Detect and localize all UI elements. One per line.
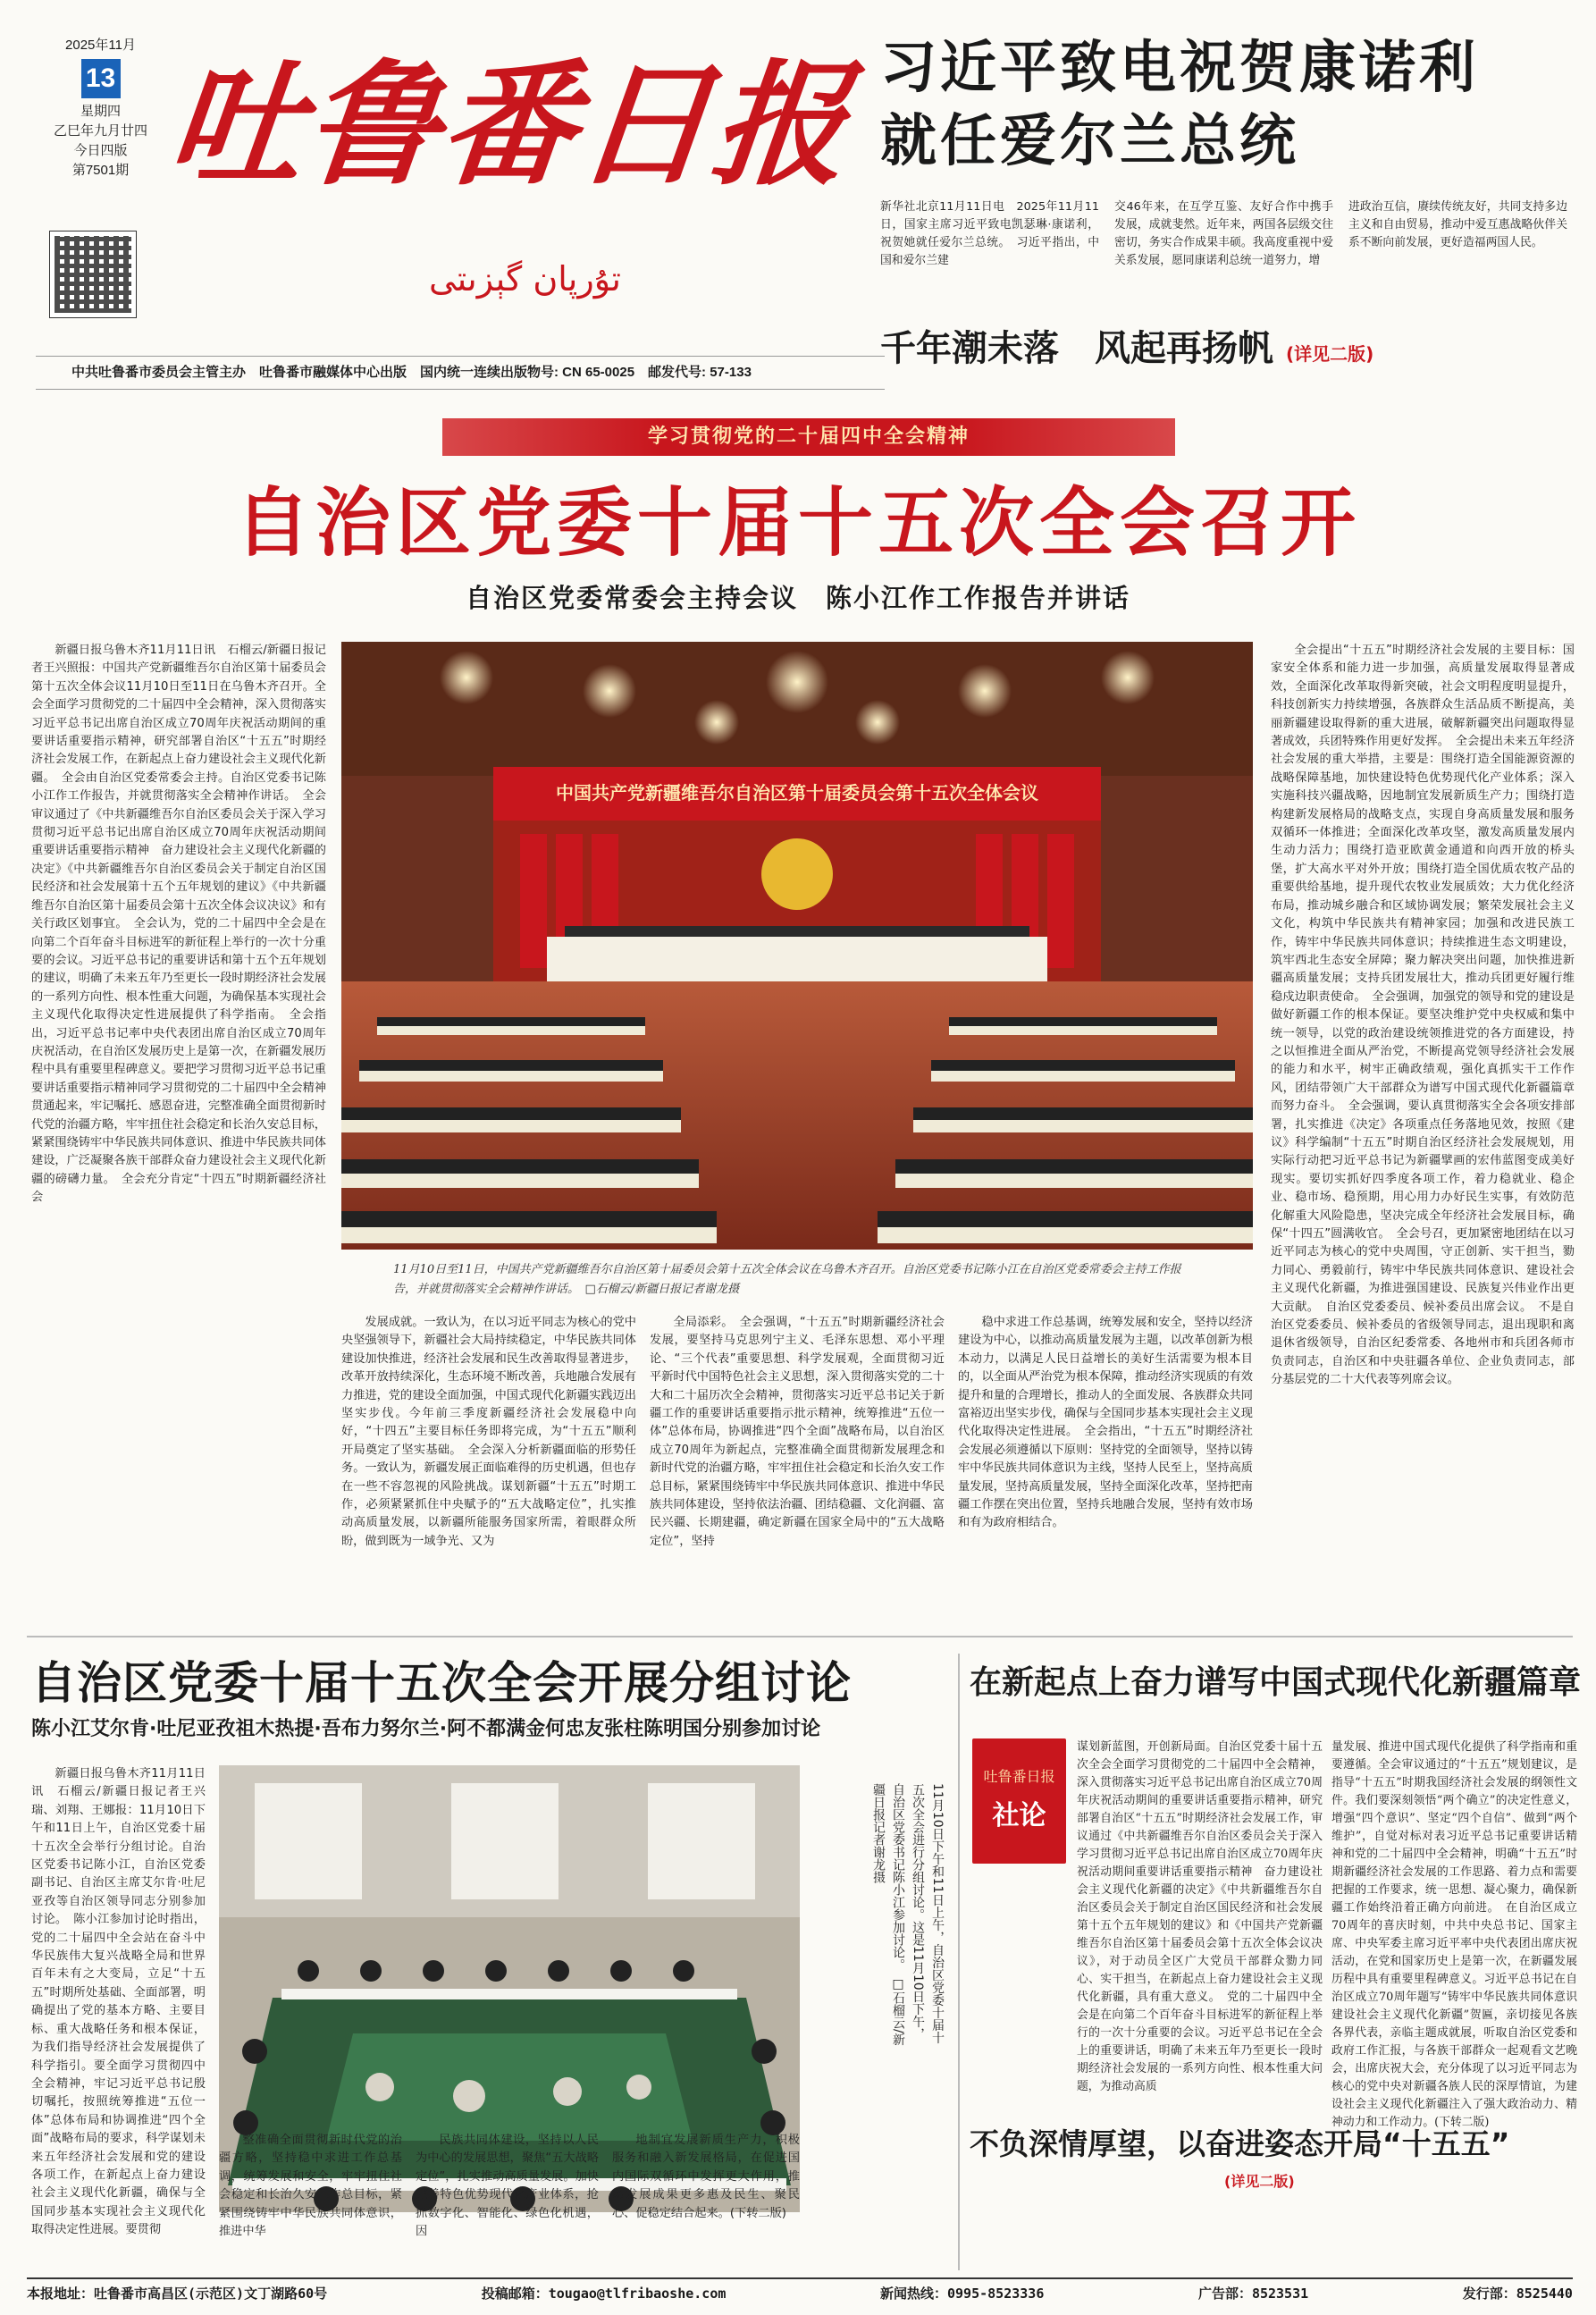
footer-story-headline[interactable]: 不负深情厚望，以奋进姿态开局“十五五” [970,2126,1510,2161]
vertical-divider [958,1654,960,2270]
second-story-col-b1: 整准确全面贯彻新时代党的治疆方略，坚持稳中求进工作总基调，统筹发展和安全，牢牢扭住社会稳定和长治久安工作总目标，紧紧围绕铸牢中华民族共同体意识，推进中华 [219,2134,402,2239]
date-block [49,36,152,181]
top-story-col2: 交46年来，在互学互鉴、友好合作中携手发展，成就斐然。近年来，两国各层级交往密切，务实合作成果丰硕。我高度重视中爱关系发展，愿同康诺利总统一道努力，增 [1114,200,1333,267]
weekday: 星期四 [80,104,121,119]
editorial-logo-top: 吐鲁番日报 [983,1768,1055,1785]
footer-distribution: 发行部：8525440 [1462,2286,1573,2302]
issue-number: 第7501期 [71,163,130,178]
main-headline[interactable]: 自治区党委十届十五次全会召开 [234,479,1361,567]
top-headline-line2: 就任爱尔兰总统 [880,108,1299,173]
top-story-headline[interactable] [880,31,1577,178]
main-subheadline: 自治区党委常委会主持会议 陈小江作工作报告并讲话 [465,583,1130,613]
lunar-date: 乙巳年九月廿四 [53,123,147,139]
secondary-top-title: 千年潮未落 风起再扬帆 [880,328,1273,369]
editorial-col2: 量发展、推进中国式现代化提供了科学指南和重要遵循。全会审议通过的“十五五”规划建议，是指导“十五五”时期我国经济社会发展的纲领性文件。我们要深刻领悟“两个确立”的决定性意义，增强“四个意识”、坚定“四个自信”、做到“两个维护”，自觉对标对表习近平总书记重要讲话精神和党的二十届四中全会精神，明确“十五五”时期新疆经济社会发展的工作思路、着力点和需要把握的工作要求，统一思想、凝心聚力，确保新疆工作始终沿着正确方向前进。 在自治区成立70周年的喜庆时刻，中共中央总书记、国家主席、中央军委主席习近平率中央代表团出席庆祝活动，在党和国家历史上是第一次，在新疆发展历程中具有重要里程碑意义。习近平总书记在自治区成立70周年题写“铸牢中华民族共同体意识 建设社会主义现代化新疆”贺匾，亲切接见各族各界代表，亲临主题成就展，听取自治区党委和政府工作汇报，与各族干部群众一起观看文艺晚会，出席庆祝大会，充分体现了以习近平同志为核心的党中央对新疆各族人民的深厚情谊，为建设社会主义现代化新疆注入了强大政治动力、精神动力和工作动力。(下转二版) [1331,1740,1589,2129]
publisher-bar: 中共吐鲁番市委员会主管主办 吐鲁番市融媒体中心出版 国内统一连续出版物号: CN 65-0025 邮发代号: 57-133 [36,356,885,390]
secondary-top-headline[interactable] [880,320,1595,383]
date-month: 2025年11月 [65,38,136,53]
page-footer [27,2277,1573,2310]
plenary-session-photo[interactable] [341,642,1253,1250]
photo-stage-banner: 中国共产党新疆维吾尔自治区第十届委员会第十五次全体会议 [556,782,1038,804]
second-story-headline[interactable]: 自治区党委十届十五次全会开展分组讨论 [31,1657,852,1709]
footer-hotline: 新闻热线：0995-8523336 [879,2286,1045,2302]
date-day: 13 [81,59,121,98]
second-story-col-left: 新疆日报乌鲁木齐11月11日讯 石榴云/新疆日报记者王兴瑞、刘翔、王娜报：11月10日下午和11日上午，自治区党委十届十五次全会举行分组讨论。自治区党委书记陈小江，自治区党委副书记、自治区主席艾尔肯·吐尼亚孜等自治区领导同志分别参加讨论。 陈小江参加讨论时指出，党的二十届四中全会站在奋斗中华民族伟大复兴战略全局和世界百年未有之大变局，立足“十五五”时期所处基础、全面部署，明确提出了党的基本方略、主要目标、重大战略任务和根本保证，为我们指导经济社会发展提供了科学指引。要全面学习贯彻四中全会精神，牢记习近平总书记殷切嘱托，按照统筹推进“五位一体”总体布局和协调推进“四个全面”战略布局的要求，科学谋划未来五年经济社会发展和党的建设各项工作，在新起点上奋力建设社会主义现代化新疆，确保与全国同步基本实现社会主义现代化取得决定性进展。要贯彻 [31,1767,206,2237]
footer-story-note: (详见二版) [1224,2173,1295,2190]
photo-caption: 11月10日至11日，中国共产党新疆维吾尔自治区第十届委员会第十五次全体会议在乌鲁木齐召开。自治区党委书记陈小江在自治区党委常委会主持工作报告，并就贯彻落实全会精神作讲话。 □石榴云/新疆日报记者谢龙摄 [393,1263,1181,1296]
section-divider [27,1636,1573,1637]
editorial-headline[interactable]: 在新起点上奋力谱写中国式现代化新疆篇章 [970,1664,1582,1701]
editorial-logo [972,1738,1066,1864]
newspaper-logo: 吐鲁番日报 [161,46,858,204]
second-story-col-b3: 地制宜发展新质生产力，积极服务和融入新发展格局，在促进国内国际双循环中发挥更大作用，推动发展成果更多惠及民生、聚民心、促稳定结合起来。(下转二版) [612,2134,800,2220]
footer-address: 本报地址：吐鲁番市高昌区(示范区)文丁湖路60号 [27,2286,328,2302]
main-article-col-right: 全会提出“十五五”时期经济社会发展的主要目标：国家安全体系和能力进一步加强，高质量发展取得显著成效，全面深化改革取得新突破，社会文明程度明显提升，科技创新实力持续增强，各族群众生活品质不断提高，美丽新疆建设取得新的重大进展，破解新疆突出问题取得显著成效，兵团特殊作用更好发挥。 全会提出未来五年经济社会发展的重大举措，主要是：围绕打造全国能源资源的战略保障基地，加快建设特色优势现代化产业体系；深入实施科技兴疆战略，因地制宜发展新质生产力；围绕打造构建新发展格局的战略支点，实现自身高质量发展和服务双循环一体推进；全面深化改革攻坚，激发高质量发展内生动力活力；围绕打造亚欧黄金通道和向西开放的桥头堡，扩大高水平对外开放；围绕打造全国优质农牧产品的重要供给基地，提升现代农牧业发展质效；大力优化经济布局，推动城乡融合和区域协调发展；繁荣发展社会主义文化，构筑中华民族共有精神家园；加强和改进民族工作，铸牢中华民族共同体意识；持续推进生态文明建设，筑牢西北生态安全屏障；聚力解决突出问题，加快推进新疆高质量发展；支持兵团发展壮大，推动兵团更好履行维稳戍边职责使命。 全会强调，加强党的领导和党的建设是做好新疆工作的根本保证。要坚决维护党中央权威和集中统一领导，以党的政治建设统领推进党的各方面建设，持之以恒推进全面从严治党，不断提高党领导经济社会发展的能力和水平，树牢正确政绩观，强化真抓实干工作作风，团结带领广大干部群众为谱写中国式现代化新疆篇章而努力奋斗。 全会强调，要认真贯彻落实全会各项安排部署，扎实推进《决定》各项重点任务落地见效，按照《建议》科学编制“十五五”时期自治区经济社会发展规划，用实际行动把习近平总书记为新疆擘画的宏伟蓝图变成美好现实。要切实抓好四季度各项工作，着力稳就业、稳企业、稳市场、稳预期，用心用力办好民生实事，有效防范化解重大风险隐患，坚决完成全年经济社会发展目标，确保“十四五”圆满收官。 全会号召，更加紧密地团结在以习近平同志为核心的党中央周围，守正创新、实干担当，勠力同心、勇毅前行，铸牢中华民族共同体意识、建设社会主义现代化新疆，为推进强国建设、民族复兴伟业作出更大贡献。 自治区党委委员、候补委员出席会议。 不是自治区党委委员、候补委员的省级领导同志，退出现职和离退休省级领导，自治区纪委常委、各地州市和兵团各师市负责同志，自治区和中央驻疆各单位、企业负责同志，部分基层党的二十大代表等列席会议。 [1271,644,1575,1387]
masthead [0,0,885,349]
second-story-subheadline: 陈小江艾尔肯·吐尼亚孜祖木热提·吾布力努尔兰·阿不都满金何忠友张柱陈明国分别参加讨论 [31,1718,821,1740]
top-headline-line1: 习近平致电祝贺康诺利 [880,35,1479,100]
qr-code-icon[interactable] [49,231,137,318]
group-photo-caption: 11月10日下午和11日上午，自治区党委十届十五次全会进行分组讨论。这是11月10日下午，自治区党委书记陈小江参加讨论。 □石榴云/新疆日报记者谢龙摄 [871,1783,945,2046]
footer-ad: 广告部：8523531 [1197,2286,1309,2302]
newspaper-logo-uyghur: تۇرپان گېزىتى [429,259,621,299]
main-article-col-b1: 发展成就。一致认为，在以习近平同志为核心的党中央坚强领导下，新疆社会大局持续稳定，中华民族共同体建设加快推进，经济社会发展和民生改善取得显著进步，改革开放持续深化，生态环境不断改善，兵地融合发展有力推进，党的建设全面加强，中国式现代化新疆实践迈出坚实步伐。今年前三季度新疆经济社会发展稳中向好，“十四五”主要目标任务即将完成，为“十五五”顺利开局奠定了坚实基础。 全会深入分析新疆面临的形势任务。一致认为，新疆发展正面临难得的历史机遇，但也存在一些不容忽视的风险挑战。谋划新疆“十五五”时期工作，必须紧紧抓住中央赋予的“五大战略定位”，扎实推动高质量发展，以新疆所能服务国家所需，着眼群众所盼，做到既为一域争光、又为 [341,1316,636,1548]
top-story-body [880,198,1577,306]
main-article-col-b3: 稳中求进工作总基调，统筹发展和安全，坚持以经济建设为中心，以推动高质量发展为主题，以改革创新为根本动力，以满足人民日益增长的美好生活需要为根本目的，以全面从严治党为根本保障，推动经济实现质的有效提升和量的合理增长，推动人的全面发展、各族群众共同富裕迈出坚实步伐，确保与全国同步基本实现社会主义现代化取得决定性进展。 全会指出，“十五五”时期经济社会发展必须遵循以下原则：坚持党的全面领导，坚持以铸牢中华民族共同体意识为主线，坚持人民至上，坚持高质量发展，坚持高质量发展，坚持全面深化改革，坚持把南疆工作摆在突出位置，坚持兵地融合发展，坚持有效市场和有为政府相结合。 [958,1316,1253,1530]
top-story-col1: 新华社北京11月11日电 2025年11月11日，国家主席习近平致电凯瑟琳·康诺利，祝贺她就任爱尔兰总统。 习近平指出，中国和爱尔兰建 [880,200,1099,267]
top-story-col3: 进政治互信，赓续传统友好，共同支持多边主义和自由贸易，推动中爱互惠战略伙伴关系不断向前发展，更好造福两国人民。 [1348,200,1567,249]
page-count: 今日四版 [73,143,128,158]
see-page-note: (详见二版) [1285,343,1374,365]
editorial-col1: 谋划新蓝图，开创新局面。自治区党委十届十五次全会全面学习贯彻党的二十届四中全会精神，深入贯彻落实习近平总书记出席自治区成立70周年庆祝活动期间的重要讲话重要指示精神，研究部署自治区“十五五”时期经济社会发展工作，审议通过《中共新疆维吾尔自治区委员会关于深入学习贯彻习近平总书记出席自治区成立70周年庆祝活动期间重要讲话重要指示精神 奋力建设社会主义现代化新疆的决定》《中共新疆维吾尔自治区委员会关于制定自治区国民经济和社会发展第十五个五年规划的建议》和《中国共产党新疆维吾尔自治区第十届委员会第十五次全体会议决议》，对于动员全区广大党员干部群众勠力同心、实干担当，在新起点上奋力建设社会主义现代化新疆，具有重大意义。 党的二十届四中全会是在向第二个百年奋斗目标进军的新征程上举行的一次十分重要的会议。习近平总书记在全会上的重要讲话，明确了未来五年乃至更长一段时期经济社会发展的一系列方向性、根本性重大问题，为推动高质 [1077,1740,1323,2093]
plenary-hall-illustration [341,642,1253,1250]
main-article-col-left: 新疆日报乌鲁木齐11月11日讯 石榴云/新疆日报记者王兴照报：中国共产党新疆维吾尔自治区第十届委员会第十五次全体会议11月10日至11日在乌鲁木齐召开。全会全面学习贯彻党的二十届四中全会精神，深入贯彻落实习近平总书记出席自治区成立70周年庆祝活动期间的重要讲话重要指示精神，研究部署自治区“十五五”时期经济社会发展工作，在新起点上奋力建设社会主义现代化新疆。 全会由自治区党委常委会主持。自治区党委书记陈小江作工作报告，并就贯彻落实全会精神作讲话。 全会审议通过了《中共新疆维吾尔自治区委员会关于深入学习贯彻习近平总书记出席自治区成立70周年庆祝活动期间重要讲话重要指示精神 奋力建设社会主义现代化新疆的决定》《中共新疆维吾尔自治区委员会关于制定自治区国民经济和社会发展第十五个五年规划的建议》《中共新疆维吾尔自治区第十届委员会第十五次全体会议决议》和有关行政区划事宜。 全会认为，党的二十届四中全会是在向第二个百年奋斗目标进军的新征程上举行的一次十分重要的会议。习近平总书记的重要讲话和第十五个五年规划的建议，明确了未来五年乃至更长一段时期经济社会发展的一系列方向性、根本性重大问题，为确保基本实现社会主义现代化取得决定性进展提供了科学指南。 全会指出，习近平总书记率中央代表团出席自治区成立70周年庆祝活动，在自治区发展历史上是第一次，在新疆发展历程中具有重要里程碑意义。要把学习贯彻习近平总书记重要讲话重要指示精神同学习贯彻党的二十届四中全会精神贯通起来，牢记嘱托、感恩奋进，完整准确全面贯彻新时代党的治疆方略，牢牢扭住社会稳定和长治久安总目标，紧紧围绕铸牢中华民族共同体意识、推进中华民族共同体建设，广泛凝聚各族干部群众奋力建设社会主义现代化新疆的磅礴力量。 全会充分肯定“十四五”时期新疆经济社会 [31,644,326,1205]
editorial-logo-bottom: 社论 [992,1800,1046,1831]
footer-email[interactable]: 投稿邮箱：tougao@tlfribaoshe.com [481,2286,727,2302]
main-article-col-b2: 全局添彩。 全会强调，“十五五”时期新疆经济社会发展，要坚持马克思列宁主义、毛泽东思想、邓小平理论、“三个代表”重要思想、科学发展观，全面贯彻习近平新时代中国特色社会主义思想，深入贯彻落实党的二十大和二十届历次全会精神，贯彻落实习近平总书记关于新疆工作的重要讲话重要指示批示精神，统筹推进“五位一体”总体布局，协调推进“四个全面”战略布局，以自治区成立70周年为新起点，完整准确全面贯彻新发展理念和新时代党的治疆方略，牢牢扭住社会稳定和长治久安工作总目标，紧紧围绕铸牢中华民族共同体意识、推进中华民族共同体建设，坚持依法治疆、团结稳疆、文化润疆、富民兴疆、长期建疆，确定新疆在国家全局中的“五大战略定位”，坚持 [650,1316,945,1548]
second-story-col-b2: 民族共同体建设，坚持以人民为中心的发展思想，聚焦“五大战略定位”，扎实推动高质量发展。加快完善特色优势现代化产业体系，抢抓数字化、智能化、绿色化机遇，因 [416,2134,599,2239]
theme-banner: 学习贯彻党的二十届四中全会精神 [442,418,1175,456]
